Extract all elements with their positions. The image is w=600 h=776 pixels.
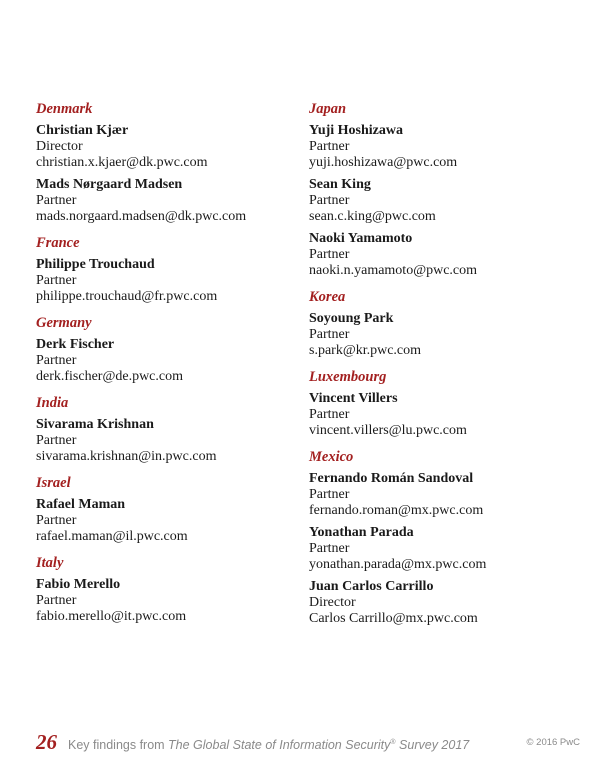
contact-role: Director [36, 139, 83, 154]
contact-email[interactable]: sivarama.krishnan@in.pwc.com [36, 449, 217, 464]
contact-name: Sivarama Krishnan [36, 417, 154, 432]
contact-role: Partner [309, 327, 350, 342]
contact-name: Sean King [309, 177, 371, 192]
contact-name: Rafael Maman [36, 497, 126, 512]
country-heading: Luxembourg [309, 369, 387, 385]
contact-role: Partner [309, 193, 350, 208]
contact-entry [309, 231, 569, 279]
registered-mark: ® [390, 739, 396, 746]
contact-email[interactable]: derk.fischer@de.pwc.com [36, 369, 183, 384]
contact-email[interactable]: fernando.roman@mx.pwc.com [309, 503, 484, 518]
section-korea [309, 288, 569, 359]
contact-email[interactable]: christian.x.kjaer@dk.pwc.com [36, 155, 208, 170]
footer-prefix: Key findings from [68, 738, 169, 753]
footer-report-title: The Global State of Information Security [168, 738, 391, 753]
page-number: 26 [36, 730, 57, 754]
contact-entry [309, 579, 569, 627]
country-heading: France [36, 235, 80, 251]
copyright: © 2016 PwC [526, 737, 580, 748]
footer-title [68, 735, 469, 753]
country-heading: Denmark [36, 101, 93, 117]
contact-name: Mads Nørgaard Madsen [36, 177, 183, 192]
section-france [36, 234, 296, 305]
contact-email[interactable]: yuji.hoshizawa@pwc.com [309, 155, 458, 170]
contact-entry [36, 577, 296, 625]
contact-role: Partner [36, 513, 77, 528]
section-mexico [309, 448, 569, 627]
contact-entry [36, 177, 296, 225]
contact-name: Yuji Hoshizawa [309, 123, 404, 138]
contact-name: Juan Carlos Carrillo [309, 579, 434, 594]
contact-role: Partner [309, 407, 350, 422]
contact-email[interactable]: yonathan.parada@mx.pwc.com [309, 557, 487, 572]
contact-entry [309, 471, 569, 519]
section-india [36, 394, 296, 465]
contact-entry [309, 123, 569, 171]
contact-role: Partner [36, 273, 77, 288]
contact-entry [309, 311, 569, 359]
contact-name: Derk Fischer [36, 337, 115, 352]
contact-name: Vincent Villers [309, 391, 398, 406]
contact-name: Philippe Trouchaud [36, 257, 155, 272]
contact-email[interactable]: philippe.trouchaud@fr.pwc.com [36, 289, 218, 304]
contact-role: Partner [36, 353, 77, 368]
country-heading: India [36, 395, 69, 411]
section-germany [36, 314, 296, 385]
country-heading: Israel [36, 475, 71, 491]
section-israel [36, 474, 296, 545]
contact-name: Naoki Yamamoto [309, 231, 413, 246]
contact-email[interactable]: fabio.merello@it.pwc.com [36, 609, 187, 624]
right-column [309, 100, 569, 636]
contact-entry [36, 417, 296, 465]
country-heading: Mexico [309, 449, 354, 465]
contact-name: Fernando Román Sandoval [309, 471, 474, 486]
country-heading: Italy [36, 555, 64, 571]
contact-entry [309, 177, 569, 225]
contact-email[interactable]: sean.c.king@pwc.com [309, 209, 436, 224]
contact-role: Director [309, 595, 356, 610]
section-japan [309, 100, 569, 279]
page-footer [36, 730, 580, 754]
section-denmark [36, 100, 296, 225]
contact-entry [309, 391, 569, 439]
contact-entry [36, 123, 296, 171]
contact-name: Soyoung Park [309, 311, 394, 326]
contact-name: Yonathan Parada [309, 525, 414, 540]
footer-suffix: Survey 2017 [395, 738, 470, 753]
contact-role: Partner [36, 433, 77, 448]
contact-role: Partner [36, 193, 77, 208]
contact-role: Partner [36, 593, 77, 608]
section-luxembourg [309, 368, 569, 439]
contact-entry [36, 497, 296, 545]
section-italy [36, 554, 296, 625]
contact-role: Partner [309, 487, 350, 502]
contact-role: Partner [309, 139, 350, 154]
country-heading: Japan [309, 101, 347, 117]
contact-email[interactable]: naoki.n.yamamoto@pwc.com [309, 263, 478, 278]
contact-email[interactable]: mads.norgaard.madsen@dk.pwc.com [36, 209, 247, 224]
contact-name: Fabio Merello [36, 577, 121, 592]
contact-entry [36, 337, 296, 385]
country-heading: Germany [36, 315, 92, 331]
contact-email[interactable]: vincent.villers@lu.pwc.com [309, 423, 467, 438]
contact-email[interactable]: s.park@kr.pwc.com [309, 343, 422, 358]
contact-role: Partner [309, 247, 350, 262]
contact-email[interactable]: rafael.maman@il.pwc.com [36, 529, 188, 544]
country-heading: Korea [309, 289, 346, 305]
left-column [36, 100, 296, 634]
contact-entry [309, 525, 569, 573]
contact-role: Partner [309, 541, 350, 556]
contact-email[interactable]: Carlos Carrillo@mx.pwc.com [309, 611, 478, 626]
contact-entry [36, 257, 296, 305]
contact-name: Christian Kjær [36, 123, 129, 138]
